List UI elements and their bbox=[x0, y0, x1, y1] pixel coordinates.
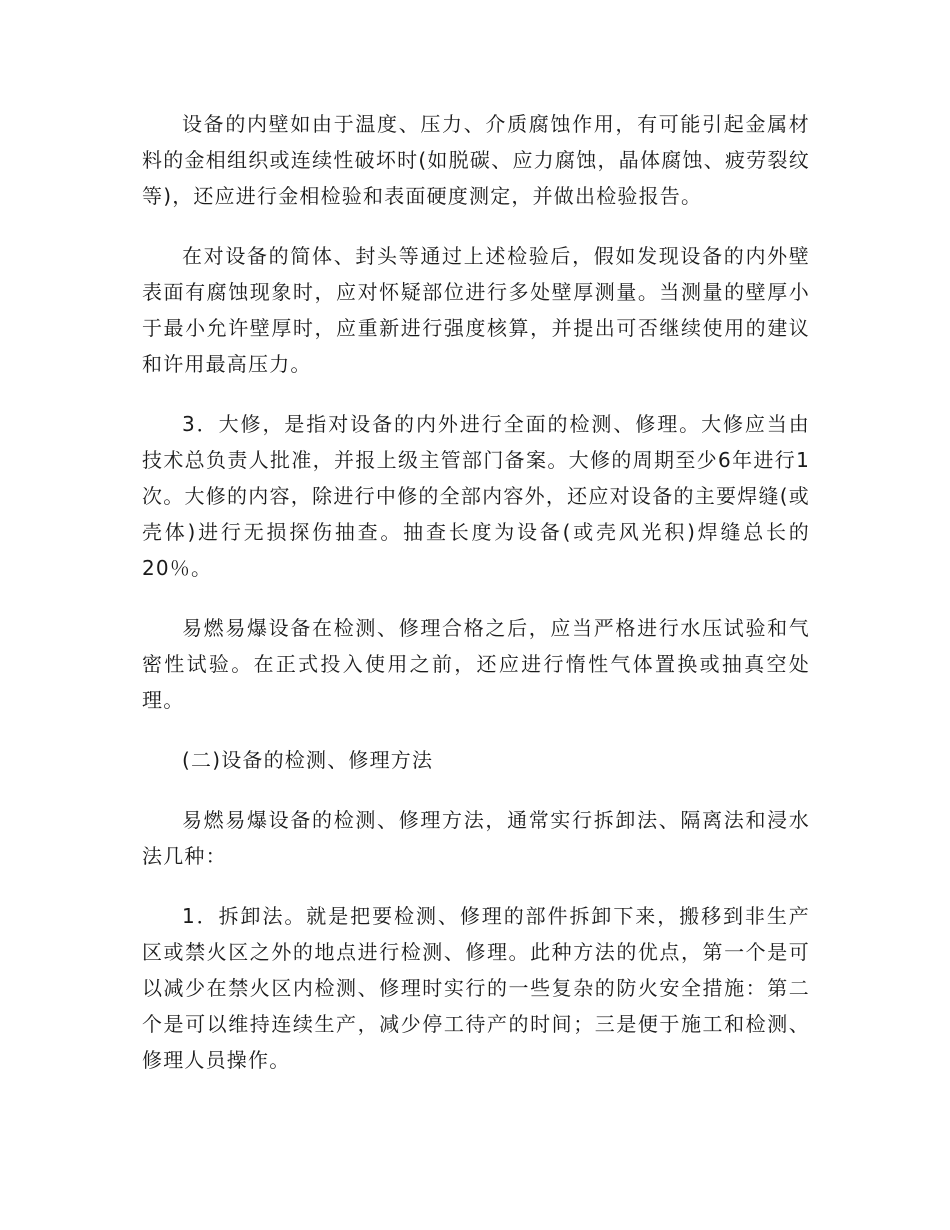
paragraph-pressure-test: 易燃易爆设备在检测、修理合格之后，应当严格进行水压试验和气密性试验。在正式投入使用之前，还应进行惰性气体置换或抽真空处理。 bbox=[142, 616, 810, 712]
section-heading-methods: (二)设备的检测、修理方法 bbox=[182, 748, 434, 772]
document-body bbox=[142, 106, 810, 1102]
paragraph-disassembly-method: 1．拆卸法。就是把要检测、修理的部件拆卸下来，搬移到非生产区或禁火区之外的地点进行检测、修理。此种方法的优点，第一个是可以减少在禁火区内检测、修理时实行的一些复杂的防火安全措施：第二个是可以维持连续生产，减少停工待产的时间；三是便于施工和检测、修理人员操作。 bbox=[142, 904, 810, 1072]
paragraph-wall-thickness: 在对设备的简体、封头等通过上述检验后，假如发现设备的内外壁表面有腐蚀现象时，应对怀疑部位进行多处壁厚测量。当测量的壁厚小于最小允许壁厚时，应重新进行强度核算，并提出可否继续使用的建议和许用最高压力。 bbox=[142, 244, 810, 376]
paragraph-major-overhaul: 3．大修，是指对设备的内外进行全面的检测、修理。大修应当由技术总负责人批准，并报上级主管部门备案。大修的周期至少6年进行1次。大修的内容，除进行中修的全部内容外，还应对设备的主要焊缝(或壳体)进行无损探伤抽查。抽查长度为设备(或壳风光积)焊缝总长的20％。 bbox=[142, 412, 810, 580]
paragraph-inner-wall-inspection: 设备的内壁如由于温度、压力、介质腐蚀作用，有可能引起金属材料的金相组织或连续性破坏时(如脱碳、应力腐蚀，晶体腐蚀、疲劳裂纹等)，还应进行金相检验和表面硬度测定，并做出检验报告。 bbox=[142, 112, 810, 208]
paragraph-methods-intro: 易燃易爆设备的检测、修理方法，通常实行拆卸法、隔离法和浸水法几种： bbox=[142, 808, 810, 868]
